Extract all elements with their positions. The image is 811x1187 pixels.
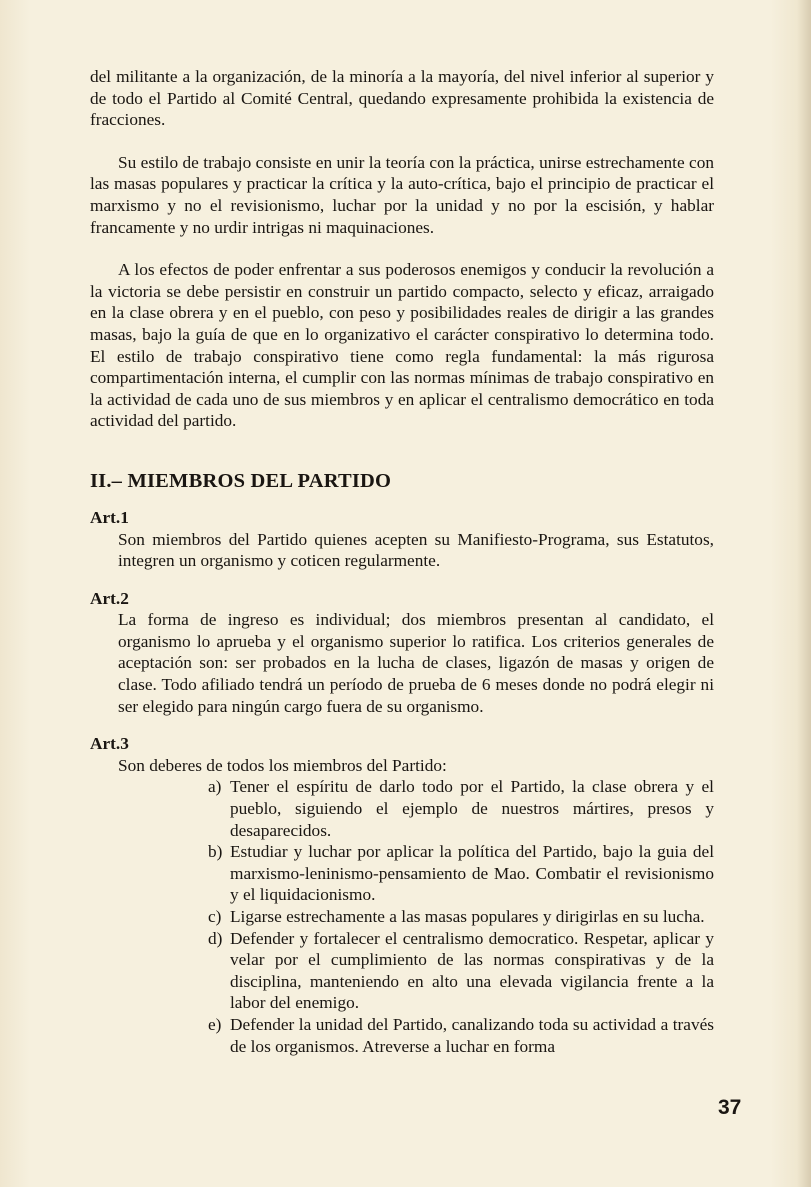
paragraph-work-style: Su estilo de trabajo consiste en unir la teoría con la práctica, unirse estrechamente con las masas populares y practicar la crítica y la auto-crítica, bajo el principio de practicar el marxismo y no el revisionismo, luchar por la unidad y no por la escisión, y hablar francamente y no urdir intrigas ni maquinaciones. [90,152,714,237]
paragraph-continuation: del militante a la organización, de la minoría a la mayoría, del nivel inferior al superior y de todo el Partido al Comité Central, quedando expresamente prohibida la existencia de fracciones. [90,67,714,130]
list-item [208,776,714,841]
list-item [208,928,714,1014]
article-text: La forma de ingreso es individual; dos miembros presentan al candidato, el organismo lo aprueba y el organismo superior lo ratifica. Los criterios generales de aceptación son: ser probados en la lucha de clases, ligazón de masas y origen de clase. Todo afiliado tendrá un período de prueba de 6 meses donde no podrá elegir ni ser elegido para ningún cargo fuera de su organismo. [118,610,714,716]
section-heading: II.– MIEMBROS DEL PARTIDO [90,469,392,492]
list-item-text: Defender la unidad del Partido, canalizando toda su actividad a través de los organismos. Atreverse a luchar en forma [230,1014,714,1056]
paragraph-conspiratorial-party: A los efectos de poder enfrentar a sus poderosos enemigos y conducir la revolución a la victoria se debe persistir en construir un partido compacto, selecto y eficaz, arraigado en la clase obrera y en el pueblo, con peso y posibilidades reales de dirigir a las grandes masas, bajo la guía de que en lo organizativo el carácter conspirativo lo determina todo. El estilo de trabajo conspirativo tiene como regla fundamental: la más rigurosa compartimentación interna, el cumplir con las normas mínimas de trabajo conspirativo en la actividad de cada uno de sus miembros y en aplicar el centralismo democrático en toda actividad del partido. [90,260,714,431]
list-item-text: Defender y fortalecer el centralismo democratico. Respetar, aplicar y velar por el cumplimiento de las normas conspirativas y de la disciplina, manteniendo en alto una elevada vigilancia frente a la labor del enemigo. [230,928,714,1013]
page-number: 37 [718,1096,742,1119]
article-text: Son miembros del Partido quienes acepten su Manifiesto-Programa, sus Estatutos, integren un organismo y coticen regularmente. [118,529,714,571]
article-title: Art.1 [90,507,129,527]
list-item-text: Ligarse estrechamente a las masas populares y dirigirlas en su lucha. [230,907,705,926]
article-2 [90,588,714,718]
list-item [208,841,714,906]
page-content [90,66,714,1057]
article-title: Art.2 [90,588,129,608]
list-marker: d) [208,928,223,948]
article-1 [90,507,714,572]
list-item [208,906,714,928]
list-marker: b) [208,842,223,862]
list-item [208,1014,714,1057]
list-marker: a) [208,777,222,797]
article-text: Son deberes de todos los miembros del Partido: [118,755,447,775]
list-item-text: Estudiar y luchar por aplicar la política del Partido, bajo la guia del marxismo-leninismo-pensamiento de Mao. Combatir el revisionismo y el liquidacionismo. [230,842,714,905]
page-edge-shadow [797,0,811,1187]
list-marker: e) [208,1014,222,1034]
article-3 [90,733,714,1057]
duties-list [208,776,714,1057]
article-title: Art.3 [90,734,129,754]
list-item-text: Tener el espíritu de darlo todo por el Partido, la clase obrera y el pueblo, siguiendo el ejemplo de nuestros mártires, presos y desaparecidos. [230,777,714,840]
list-marker: c) [208,907,222,926]
